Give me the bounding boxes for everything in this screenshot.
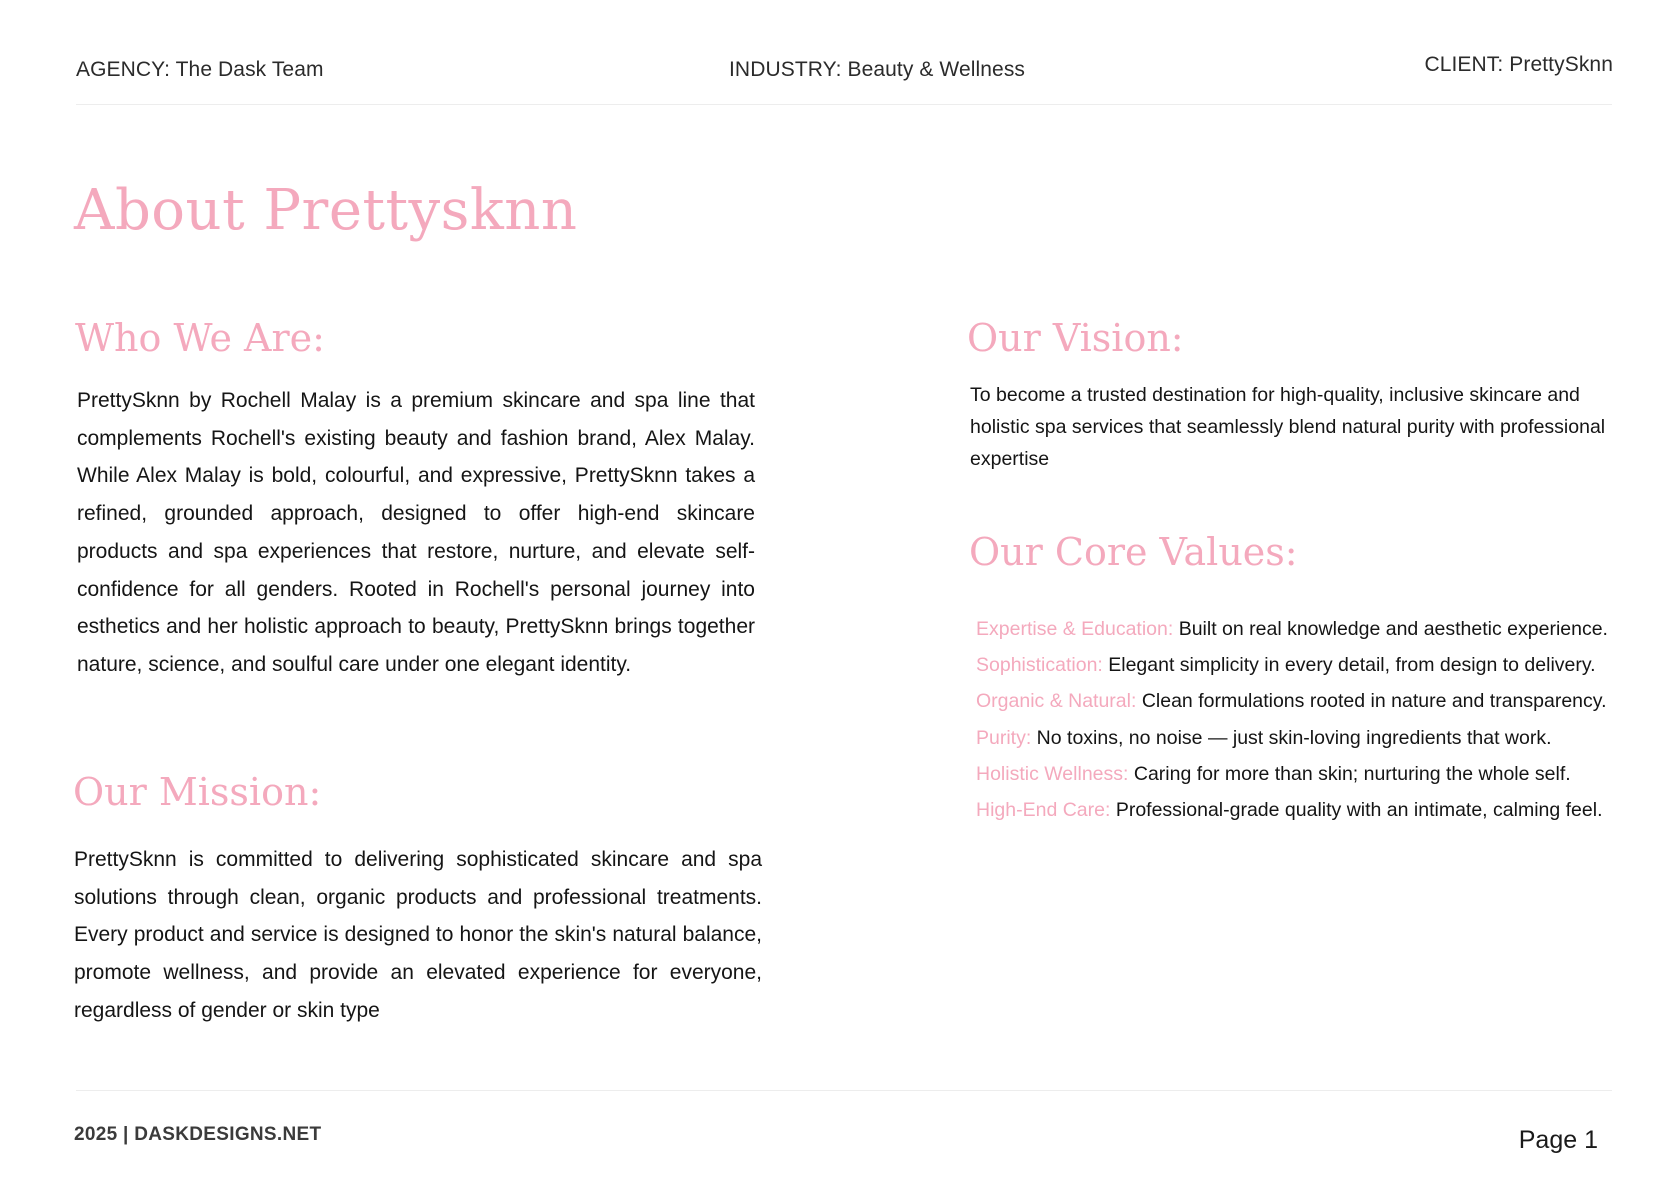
core-value-item (976, 792, 1616, 828)
page-title: About Prettysknn (74, 178, 578, 243)
core-values-list (976, 611, 1616, 828)
who-we-are-paragraph: PrettySknn by Rochell Malay is a premium skincare and spa line that complements Rochell's existing beauty and fashion brand, Alex Malay. While Alex Malay is bold, colourful, and expressive, PrettySknn takes a refined, grounded approach, designed to offer high-end skincare products and spa experiences that restore, nurture, and elevate self-confidence for all genders. Rooted in Rochell's personal journey into esthetics and her holistic approach to beauty, PrettySknn brings together nature, science, and soulful care under one elegant identity. (77, 389, 755, 676)
mission-paragraph: PrettySknn is committed to delivering sophisticated skincare and spa solutions through clean, organic products and professional treatments. Every product and service is designed to honor the skin's natural balance, promote wellness, and provide an elevated experience for everyone, regardless of gender or skin type (74, 848, 762, 1022)
core-value-text: Caring for more than skin; nurturing the whole self. (1128, 762, 1571, 785)
core-value-text: Built on real knowledge and aesthetic experience. (1173, 618, 1608, 640)
core-value-text: No toxins, no noise — just skin-loving ingredients that work. (1031, 726, 1552, 749)
page-number: Page 1 (1518, 1126, 1598, 1154)
core-value-name: Sophistication: (976, 654, 1103, 677)
core-value-item (976, 683, 1616, 719)
core-value-item (976, 720, 1616, 756)
core-value-item (976, 756, 1616, 792)
header-client: CLIENT: PrettySknn (1424, 53, 1613, 76)
header-industry: INDUSTRY: Beauty & Wellness (729, 58, 1026, 81)
header-divider (76, 104, 1612, 105)
header-agency: AGENCY: The Dask Team (76, 58, 324, 81)
footer-divider (76, 1090, 1612, 1091)
who-we-are-heading: Who We Are: (75, 316, 325, 360)
core-value-name: Organic & Natural: (976, 690, 1137, 713)
core-values-heading: Our Core Values: (969, 530, 1298, 574)
core-value-name: Purity: (976, 726, 1032, 749)
core-value-name: Expertise & Education: (976, 618, 1174, 640)
footer-copyright: 2025 | DASKDESIGNS.NET (74, 1124, 322, 1145)
core-value-item (976, 611, 1616, 647)
core-value-text: Clean formulations rooted in nature and transparency. (1136, 690, 1607, 713)
vision-heading: Our Vision: (967, 316, 1184, 360)
core-value-text: Professional-grade quality with an intimate, calming feel. (1110, 799, 1603, 822)
mission-heading: Our Mission: (73, 770, 322, 814)
core-value-item (976, 647, 1616, 683)
core-value-name: Holistic Wellness: (976, 762, 1129, 785)
core-value-name: High-End Care: (976, 799, 1111, 822)
core-value-text: Elegant simplicity in every detail, from design to delivery. (1102, 654, 1596, 677)
vision-paragraph: To become a trusted destination for high-quality, inclusive skincare and holistic spa services that seamlessly blend natural purity with professional expertise (970, 384, 1606, 470)
